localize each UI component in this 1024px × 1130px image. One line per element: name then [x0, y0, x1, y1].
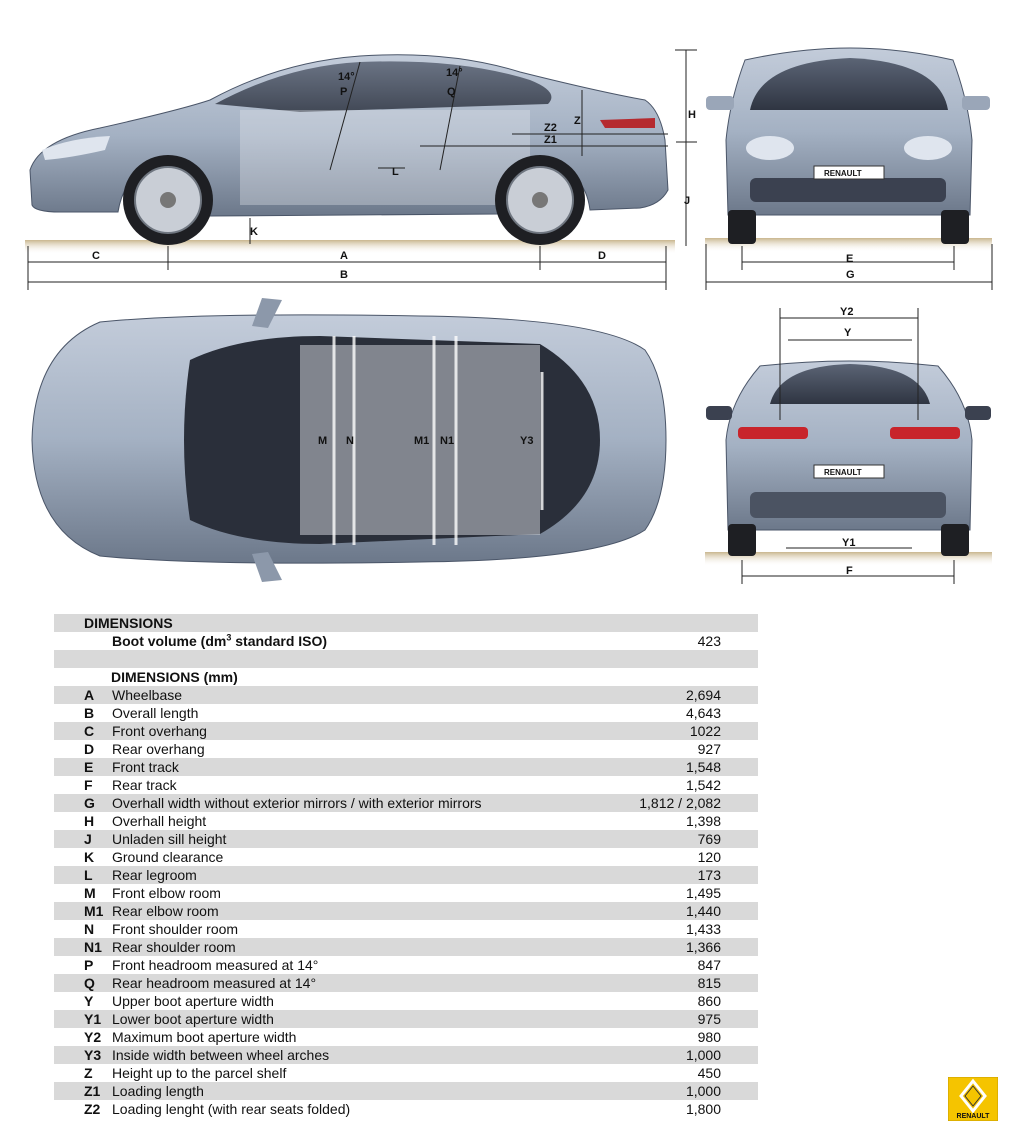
front-view [705, 48, 992, 290]
rear-view [705, 306, 992, 584]
dimension-label: Rear legroom [112, 867, 197, 883]
table-row [54, 812, 758, 830]
dimension-label: Loading length [112, 1083, 204, 1099]
dimension-label: Inside width between wheel arches [112, 1047, 330, 1063]
label-Z2: Z2 [544, 122, 557, 134]
label-Y: Y [844, 327, 852, 339]
dimension-label: Rear shoulder room [112, 939, 236, 955]
label-Y1: Y1 [842, 537, 856, 549]
dimension-code: P [84, 957, 94, 973]
table-row [54, 1028, 758, 1046]
dimension-label: Overhall width without exterior mirrors / with exterior mirrors [112, 795, 482, 811]
dimension-label: Rear elbow room [112, 903, 219, 919]
dimension-value: 1,495 [685, 885, 721, 901]
dimension-label: Unladen sill height [112, 831, 227, 847]
dimension-code: B [84, 705, 95, 721]
table-row [54, 902, 758, 920]
label-A: A [340, 250, 348, 262]
label-M: M [318, 435, 328, 447]
label-M1: M1 [414, 435, 430, 447]
table-row [54, 974, 758, 992]
table-row [54, 1100, 758, 1118]
table-row [54, 884, 758, 902]
dimension-code: M [84, 885, 96, 901]
label-J: J [684, 195, 691, 207]
dimension-code: F [84, 777, 93, 793]
dimension-label: Overhall height [112, 813, 207, 829]
front-left-headlight [746, 136, 794, 160]
dimension-label: Maximum boot aperture width [112, 1029, 297, 1045]
dimension-label: Front elbow room [112, 885, 221, 901]
dimension-value: 1,548 [685, 759, 721, 775]
dimension-code: Y3 [84, 1047, 102, 1063]
dimension-code: Y2 [84, 1029, 102, 1045]
label-G: G [846, 269, 855, 281]
dimension-value: 1022 [689, 723, 721, 739]
dimension-value: 1,812 / 2,082 [639, 795, 721, 811]
dimension-value: 1,440 [685, 903, 721, 919]
table-row [54, 956, 758, 974]
table-row [54, 704, 758, 722]
dimension-label: Ground clearance [112, 849, 224, 865]
table-row [54, 920, 758, 938]
dimension-label: Loading lenght (with rear seats folded) [112, 1101, 351, 1117]
table-row [54, 866, 758, 884]
spacer-row [54, 650, 758, 668]
dimension-code: Z [84, 1065, 93, 1081]
table-row [54, 794, 758, 812]
dimension-code: Z1 [84, 1083, 101, 1099]
label-P: P [340, 86, 348, 98]
table-header-title: DIMENSIONS [84, 615, 173, 631]
dimension-value: 975 [697, 1011, 721, 1027]
side-ground [25, 240, 675, 254]
rear-left-tire [728, 524, 756, 556]
rear-right-tail-light [890, 427, 960, 439]
dimension-code: N [84, 921, 95, 937]
dimension-value: 860 [697, 993, 721, 1009]
label-Y2: Y2 [840, 306, 854, 318]
dimension-label: Height up to the parcel shelf [112, 1065, 287, 1081]
angle-front: 14° [338, 71, 355, 83]
boot-volume-value: 423 [697, 633, 721, 649]
dimension-value: 927 [697, 741, 721, 757]
dimension-code: J [84, 831, 92, 847]
dimension-code: K [84, 849, 95, 865]
dimension-value: 120 [697, 849, 721, 865]
dimensions-table [54, 614, 758, 1118]
dimension-value: 980 [697, 1029, 721, 1045]
dimension-rows [54, 686, 758, 1118]
dimension-code: L [84, 867, 93, 883]
dimension-value: 2,694 [685, 687, 721, 703]
dimension-value: 1,000 [685, 1083, 721, 1099]
angle-rear: 14° [446, 67, 463, 79]
side-front-wheel [123, 155, 213, 245]
label-H: H [688, 109, 696, 121]
dimension-code: H [84, 813, 95, 829]
dimension-value: 450 [697, 1065, 721, 1081]
table-header-row [54, 614, 758, 632]
table-row [54, 1082, 758, 1100]
dimension-label: Overall length [112, 705, 199, 721]
dimension-value: 1,398 [685, 813, 721, 829]
rear-right-tire [941, 524, 969, 556]
dimension-code: Y [84, 993, 94, 1009]
label-F: F [846, 565, 853, 577]
front-left-tire [728, 210, 756, 244]
dimension-code: N1 [84, 939, 102, 955]
table-subheader-title: DIMENSIONS (mm) [111, 669, 238, 685]
table-row [54, 848, 758, 866]
label-Z: Z [574, 115, 581, 127]
dimension-code: M1 [84, 903, 104, 919]
label-C: C [92, 250, 100, 262]
label-E: E [846, 253, 854, 265]
dimension-value: 1,433 [685, 921, 721, 937]
table-row [54, 740, 758, 758]
boot-volume-label: Boot volume ($dm^3$ standard ISO) [112, 632, 328, 649]
table-row [54, 722, 758, 740]
top-view [32, 298, 666, 582]
dimension-code: D [84, 741, 95, 757]
front-plate-text: RENAULT [824, 169, 862, 178]
logo-text: RENAULT [956, 1113, 990, 1120]
side-interior [240, 110, 530, 205]
dimension-code: E [84, 759, 94, 775]
dimension-label: Front track [112, 759, 179, 775]
dimension-code: C [84, 723, 95, 739]
dimension-value: 173 [697, 867, 721, 883]
front-right-tire [941, 210, 969, 244]
label-B: B [340, 269, 348, 281]
label-Z1: Z1 [544, 134, 557, 146]
renault-logo [948, 1077, 998, 1121]
dimension-value: 1,800 [685, 1101, 721, 1117]
table-row [54, 992, 758, 1010]
side-view [25, 50, 697, 290]
dimension-value: 1,000 [685, 1047, 721, 1063]
rear-right-mirror [965, 406, 991, 420]
front-right-headlight [904, 136, 952, 160]
label-K: K [250, 226, 258, 238]
dimension-code: Q [84, 975, 95, 991]
dimension-label: Wheelbase [112, 687, 183, 703]
dimension-code: G [84, 795, 95, 811]
dimension-label: Rear headroom measured at 14° [112, 975, 317, 991]
dimension-label: Upper boot aperture width [112, 993, 274, 1009]
dimension-value: 1,366 [685, 939, 721, 955]
dimension-value: 815 [697, 975, 721, 991]
table-row [54, 776, 758, 794]
dimension-code: A [84, 687, 95, 703]
label-Y3: Y3 [520, 435, 534, 447]
dimension-value: 4,643 [685, 705, 721, 721]
front-left-mirror [706, 96, 734, 110]
rear-left-tail-light [738, 427, 808, 439]
rear-plate-text: RENAULT [824, 468, 862, 477]
front-right-mirror [962, 96, 990, 110]
table-row [54, 1010, 758, 1028]
table-row [54, 758, 758, 776]
label-N: N [346, 435, 354, 447]
dimension-label: Front overhang [112, 723, 207, 739]
dimension-label: Front shoulder room [112, 921, 239, 937]
label-Q: Q [447, 86, 456, 98]
table-row [54, 686, 758, 704]
dimension-label: Front headroom measured at 14° [112, 957, 319, 973]
dimension-label: Rear track [112, 777, 177, 793]
dimension-label: Rear overhang [112, 741, 205, 757]
dimension-code: Y1 [84, 1011, 102, 1027]
label-N1: N1 [440, 435, 455, 447]
table-row [54, 938, 758, 956]
boot-volume-row [54, 632, 758, 650]
label-D: D [598, 250, 606, 262]
rear-left-mirror [706, 406, 732, 420]
dimension-value: 769 [697, 831, 721, 847]
dimension-code: Z2 [84, 1101, 101, 1117]
rear-diffuser [750, 492, 946, 518]
front-grille [750, 178, 946, 202]
label-L: L [392, 166, 399, 178]
table-subheader-row [54, 668, 758, 686]
dimension-value: 1,542 [685, 777, 721, 793]
side-rear-wheel [495, 155, 585, 245]
table-row [54, 1064, 758, 1082]
table-row [54, 1046, 758, 1064]
dimension-value: 847 [697, 957, 721, 973]
table-row [54, 830, 758, 848]
dimension-label: Lower boot aperture width [112, 1011, 274, 1027]
